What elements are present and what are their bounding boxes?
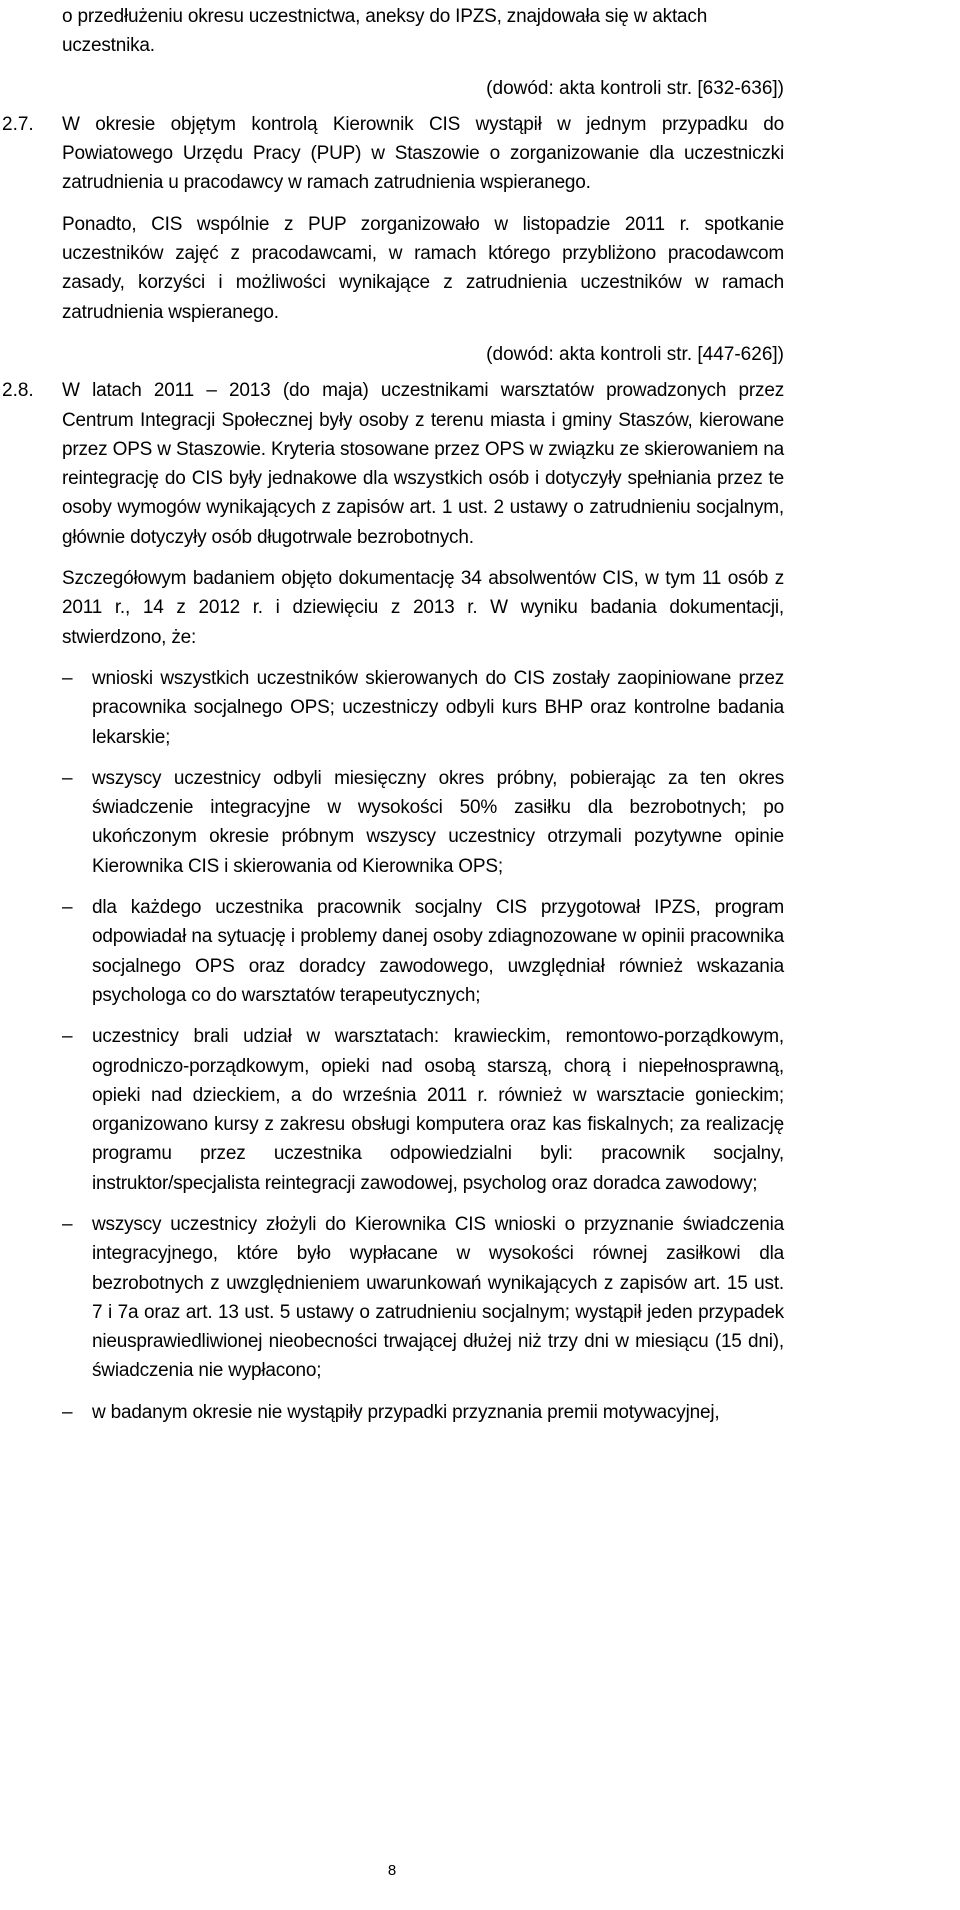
- bullet-dash: –: [62, 1026, 73, 1048]
- list-item-text: wszyscy uczestnicy złożyli do Kierownika CIS wnioski o przyznanie świadczenia integracyjnego, które było wypłacane w wysokości równej zasiłkowi dla bezrobotnych z uwzględnieniem uwarunkowań wynikających z zapisów art. 15 ust. 7 i 7a oraz art. 13 ust. 5 ustawy o zatrudnieniu socjalnym; wystąpił jeden przypadek nieusprawiedliwionej nieobecności trwającej dłużej niż trzy dni w miesiącu (15 dni), świadczenia nie wypłacono;: [92, 1213, 784, 1382]
- section-body: [62, 110, 784, 327]
- section-2-8: [0, 376, 960, 652]
- list-item-text: dla każdego uczestnika pracownik socjalny CIS przygotował IPZS, program odpowiadał na sytuację i problemy danej osoby zdiagnozowane w opinii pracownika socjalnego OPS oraz doradcy zawodowego, uwzględniał również wskazania psychologa co do warsztatów terapeutycznych;: [92, 897, 784, 1006]
- list-item-text: w badanym okresie nie wystąpiły przypadki przyznania premii motywacyjnej,: [92, 1401, 720, 1423]
- evidence-reference: (dowód: akta kontroli str. [632-636]): [486, 77, 784, 99]
- paragraph: W latach 2011 – 2013 (do maja) uczestnikami warsztatów prowadzonych przez Centrum Integracji Społecznej były osoby z terenu miasta i gminy Staszów, kierowane przez OPS w Staszowie. Kryteria stosowane przez OPS w związku ze skierowaniem na reintegrację do CIS były jednakowe dla wszystkich osób i dotyczyły spełniania przez te osoby wymogów wynikających z zapisów art. 1 ust. 2 ustawy o zatrudnieniu socjalnym, głównie dotyczyły osób długotrwale bezrobotnych.: [62, 380, 784, 548]
- evidence-reference: (dowód: akta kontroli str. [447-626]): [486, 343, 784, 365]
- list-item: [62, 1022, 784, 1198]
- section-body: [62, 376, 784, 652]
- list-item-text: uczestnicy brali udział w warsztatach: krawieckim, remontowo-porządkowym, ogrodniczo-porządkowym, opieki nad osobą starszą, chorą i niepełnosprawną, opieki nad dzieckiem, a do września 2011 r. również w warsztacie gonieckim; organizowano kursy z zakresu obsługi komputera oraz kas fiskalnych; za realizację programu przez uczestnika odpowiedzialni byli: pracownik socjalny, instruktor/specjalista reintegracji zawodowej, psycholog oraz doradca zawodowy;: [92, 1026, 784, 1194]
- list-item: [62, 1210, 784, 1386]
- bullet-dash: –: [62, 1213, 73, 1235]
- list-item: [62, 664, 784, 752]
- continuation-paragraph: o przedłużeniu okresu uczestnictwa, aneksy do IPZS, znajdowała się w aktach uczestnika.: [62, 6, 708, 57]
- paragraph: Szczegółowym badaniem objęto dokumentację 34 absolwentów CIS, w tym 11 osób z 2011 r., 14 z 2012 r. i dziewięciu z 2013 r. W wyniku badania dokumentacji, stwierdzono, że:: [62, 568, 784, 648]
- section-number: 2.7.: [2, 113, 34, 135]
- list-item: [62, 764, 784, 881]
- section-number: 2.8.: [2, 380, 34, 402]
- continuation-block: [62, 2, 784, 61]
- list-item-text: wnioski wszystkich uczestników skierowanych do CIS zostały zaopiniowane przez pracownika socjalnego OPS; uczestniczy odbyli kurs BHP oraz kontrolne badania lekarskie;: [92, 667, 784, 748]
- paragraph: Ponadto, CIS wspólnie z PUP zorganizowało w listopadzie 2011 r. spotkanie uczestników zajęć z pracodawcami, w ramach którego przybliżono pracodawcom zasady, korzyści i możliwości wynikające z zatrudnienia uczestników w ramach zatrudnienia wspieranego.: [62, 213, 784, 323]
- paragraph: W okresie objętym kontrolą Kierownik CIS wystąpił w jednym przypadku do Powiatowego Urzędu Pracy (PUP) w Staszowie o zorganizowanie dla uczestniczki zatrudnienia u pracodawcy w ramach zatrudnienia wspieranego.: [62, 113, 784, 194]
- list-item: [62, 1398, 784, 1427]
- bullet-dash: –: [62, 1401, 73, 1423]
- page-number: 8: [387, 1862, 397, 1879]
- bullet-dash: –: [62, 767, 73, 789]
- bullet-dash: –: [62, 667, 73, 689]
- list-item: [62, 893, 784, 1010]
- section-2-7: [0, 110, 960, 327]
- findings-list: [0, 664, 960, 1427]
- bullet-dash: –: [62, 897, 73, 919]
- list-item-text: wszyscy uczestnicy odbyli miesięczny okres próbny, pobierając za ten okres świadczenie integracyjne w wysokości 50% zasiłku dla bezrobotnych; po ukończonym okresie próbnym wszyscy uczestnicy otrzymali pozytywne opinie Kierownika CIS i skierowania od Kierownika OPS;: [92, 767, 784, 877]
